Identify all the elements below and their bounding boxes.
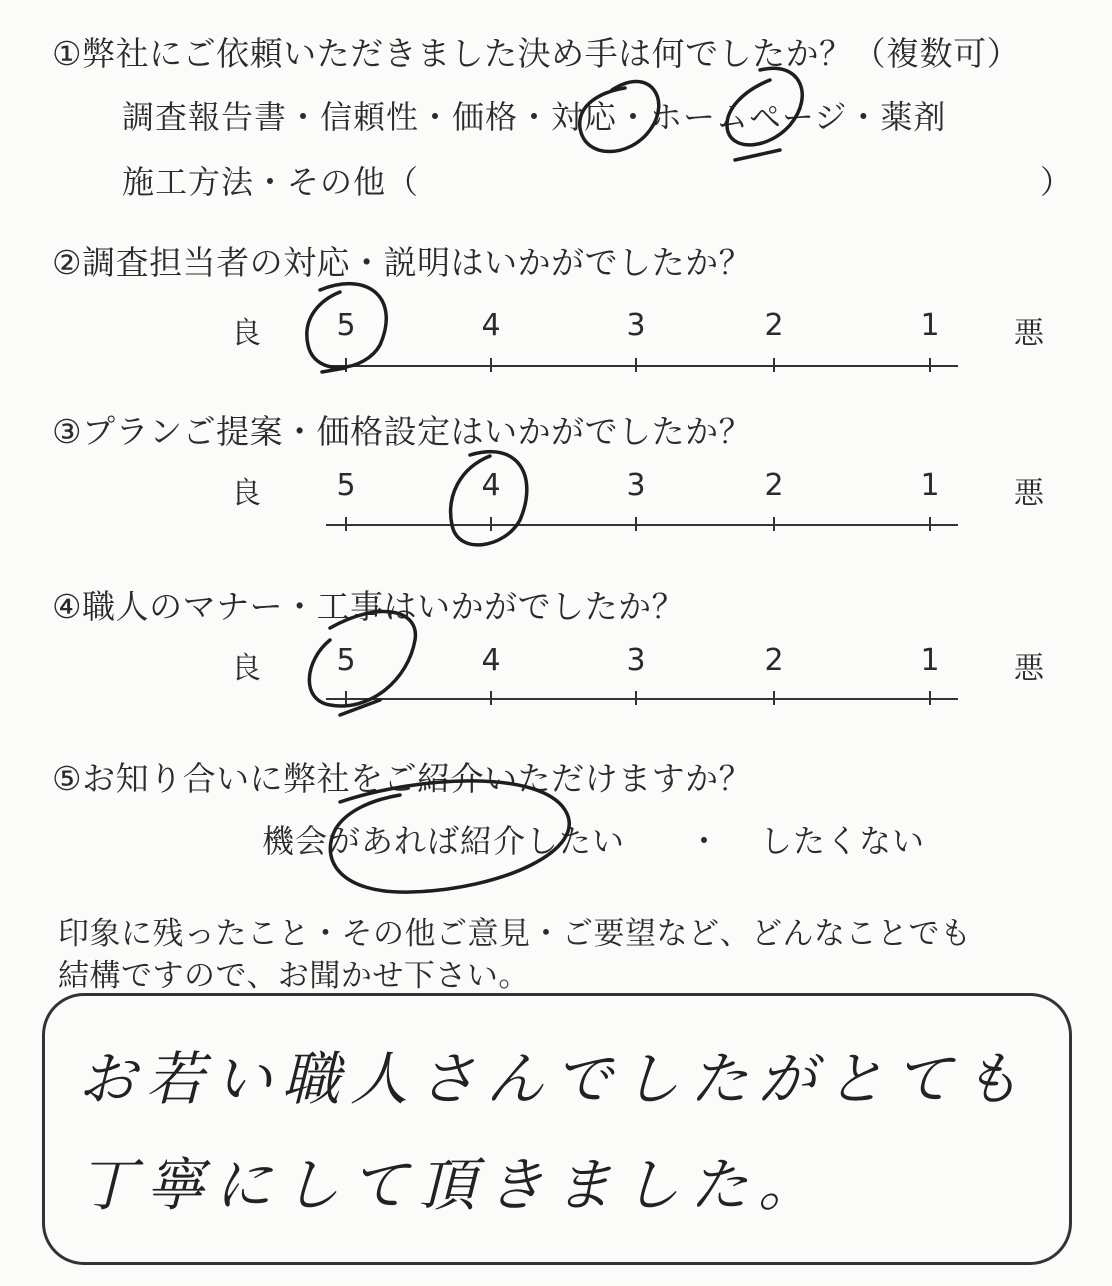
scale-good-label: 良 — [231, 476, 261, 511]
scale-option-2[interactable]: 2 — [764, 308, 784, 343]
q5-question: ⑤お知り合いに弊社をご紹介いただけますか？ — [52, 759, 753, 798]
scale-option-5[interactable]: 5 — [336, 308, 356, 343]
scale-option-1[interactable]: 1 — [920, 308, 940, 343]
q1-options-line1: 調査報告書・信頼性・価格・対応・ホームページ・薬剤 — [122, 98, 947, 136]
scale-tick — [773, 691, 775, 705]
scale-option-5[interactable]: 5 — [336, 643, 356, 678]
scale-tick — [929, 517, 931, 531]
q2-question: ②調査担当者の対応・説明はいかがでしたか？ — [52, 243, 753, 282]
scale-bad-label: 悪 — [1014, 316, 1044, 351]
q1-question: ①弊社にご依頼いただきました決め手は何でしたか？（複数可） — [52, 34, 1021, 73]
scale-line — [326, 524, 958, 526]
scale-tick — [773, 517, 775, 531]
handwritten-comment-line1: お若い職人さんでしたがとても — [78, 1045, 1031, 1113]
scale-option-3[interactable]: 3 — [626, 643, 646, 678]
scale-option-3[interactable]: 3 — [626, 468, 646, 503]
scale-option-2[interactable]: 2 — [764, 643, 784, 678]
scale-tick — [929, 358, 931, 372]
q5-separator: ・ — [688, 822, 722, 860]
scale-option-4[interactable]: 4 — [481, 468, 501, 503]
scale-tick — [345, 691, 347, 705]
q4-question: ④職人のマナー・工事はいかがでしたか？ — [52, 587, 686, 626]
scale-option-1[interactable]: 1 — [920, 643, 940, 678]
q1-options-line2: 施工方法・その他（ — [122, 163, 420, 201]
scale-option-4[interactable]: 4 — [481, 643, 501, 678]
scale-good-label: 良 — [231, 316, 261, 351]
scale-bad-label: 悪 — [1014, 651, 1044, 686]
scale-good-label: 良 — [231, 651, 261, 686]
scale-option-4[interactable]: 4 — [481, 308, 501, 343]
scale-tick — [773, 358, 775, 372]
scale-tick — [490, 691, 492, 705]
q1-close-paren: ） — [1040, 163, 1074, 201]
scale-tick — [635, 358, 637, 372]
scale-bad-label: 悪 — [1014, 476, 1044, 511]
q5-option-no[interactable]: したくない — [760, 822, 926, 860]
scale-line — [326, 365, 958, 367]
q5-option-yes[interactable]: 機会があれば紹介したい — [262, 822, 626, 860]
scale-tick — [490, 517, 492, 531]
scale-tick — [635, 691, 637, 705]
scale-tick — [929, 691, 931, 705]
scale-line — [326, 698, 958, 700]
scale-tick — [635, 517, 637, 531]
comments-prompt-line2: 結構ですので、お聞かせ下さい。 — [58, 958, 530, 994]
q3-question: ③プランご提案・価格設定はいかがでしたか？ — [52, 412, 753, 451]
scale-tick — [490, 358, 492, 372]
scale-option-2[interactable]: 2 — [764, 468, 784, 503]
scale-option-1[interactable]: 1 — [920, 468, 940, 503]
comments-prompt-line1: 印象に残ったこと・その他ご意見・ご要望など、どんなことでも — [58, 916, 972, 952]
handwritten-comment-line2: 丁寧にして頂きました。 — [78, 1151, 827, 1219]
scale-option-5[interactable]: 5 — [336, 468, 356, 503]
scale-tick — [345, 358, 347, 372]
scale-option-3[interactable]: 3 — [626, 308, 646, 343]
scale-tick — [345, 517, 347, 531]
